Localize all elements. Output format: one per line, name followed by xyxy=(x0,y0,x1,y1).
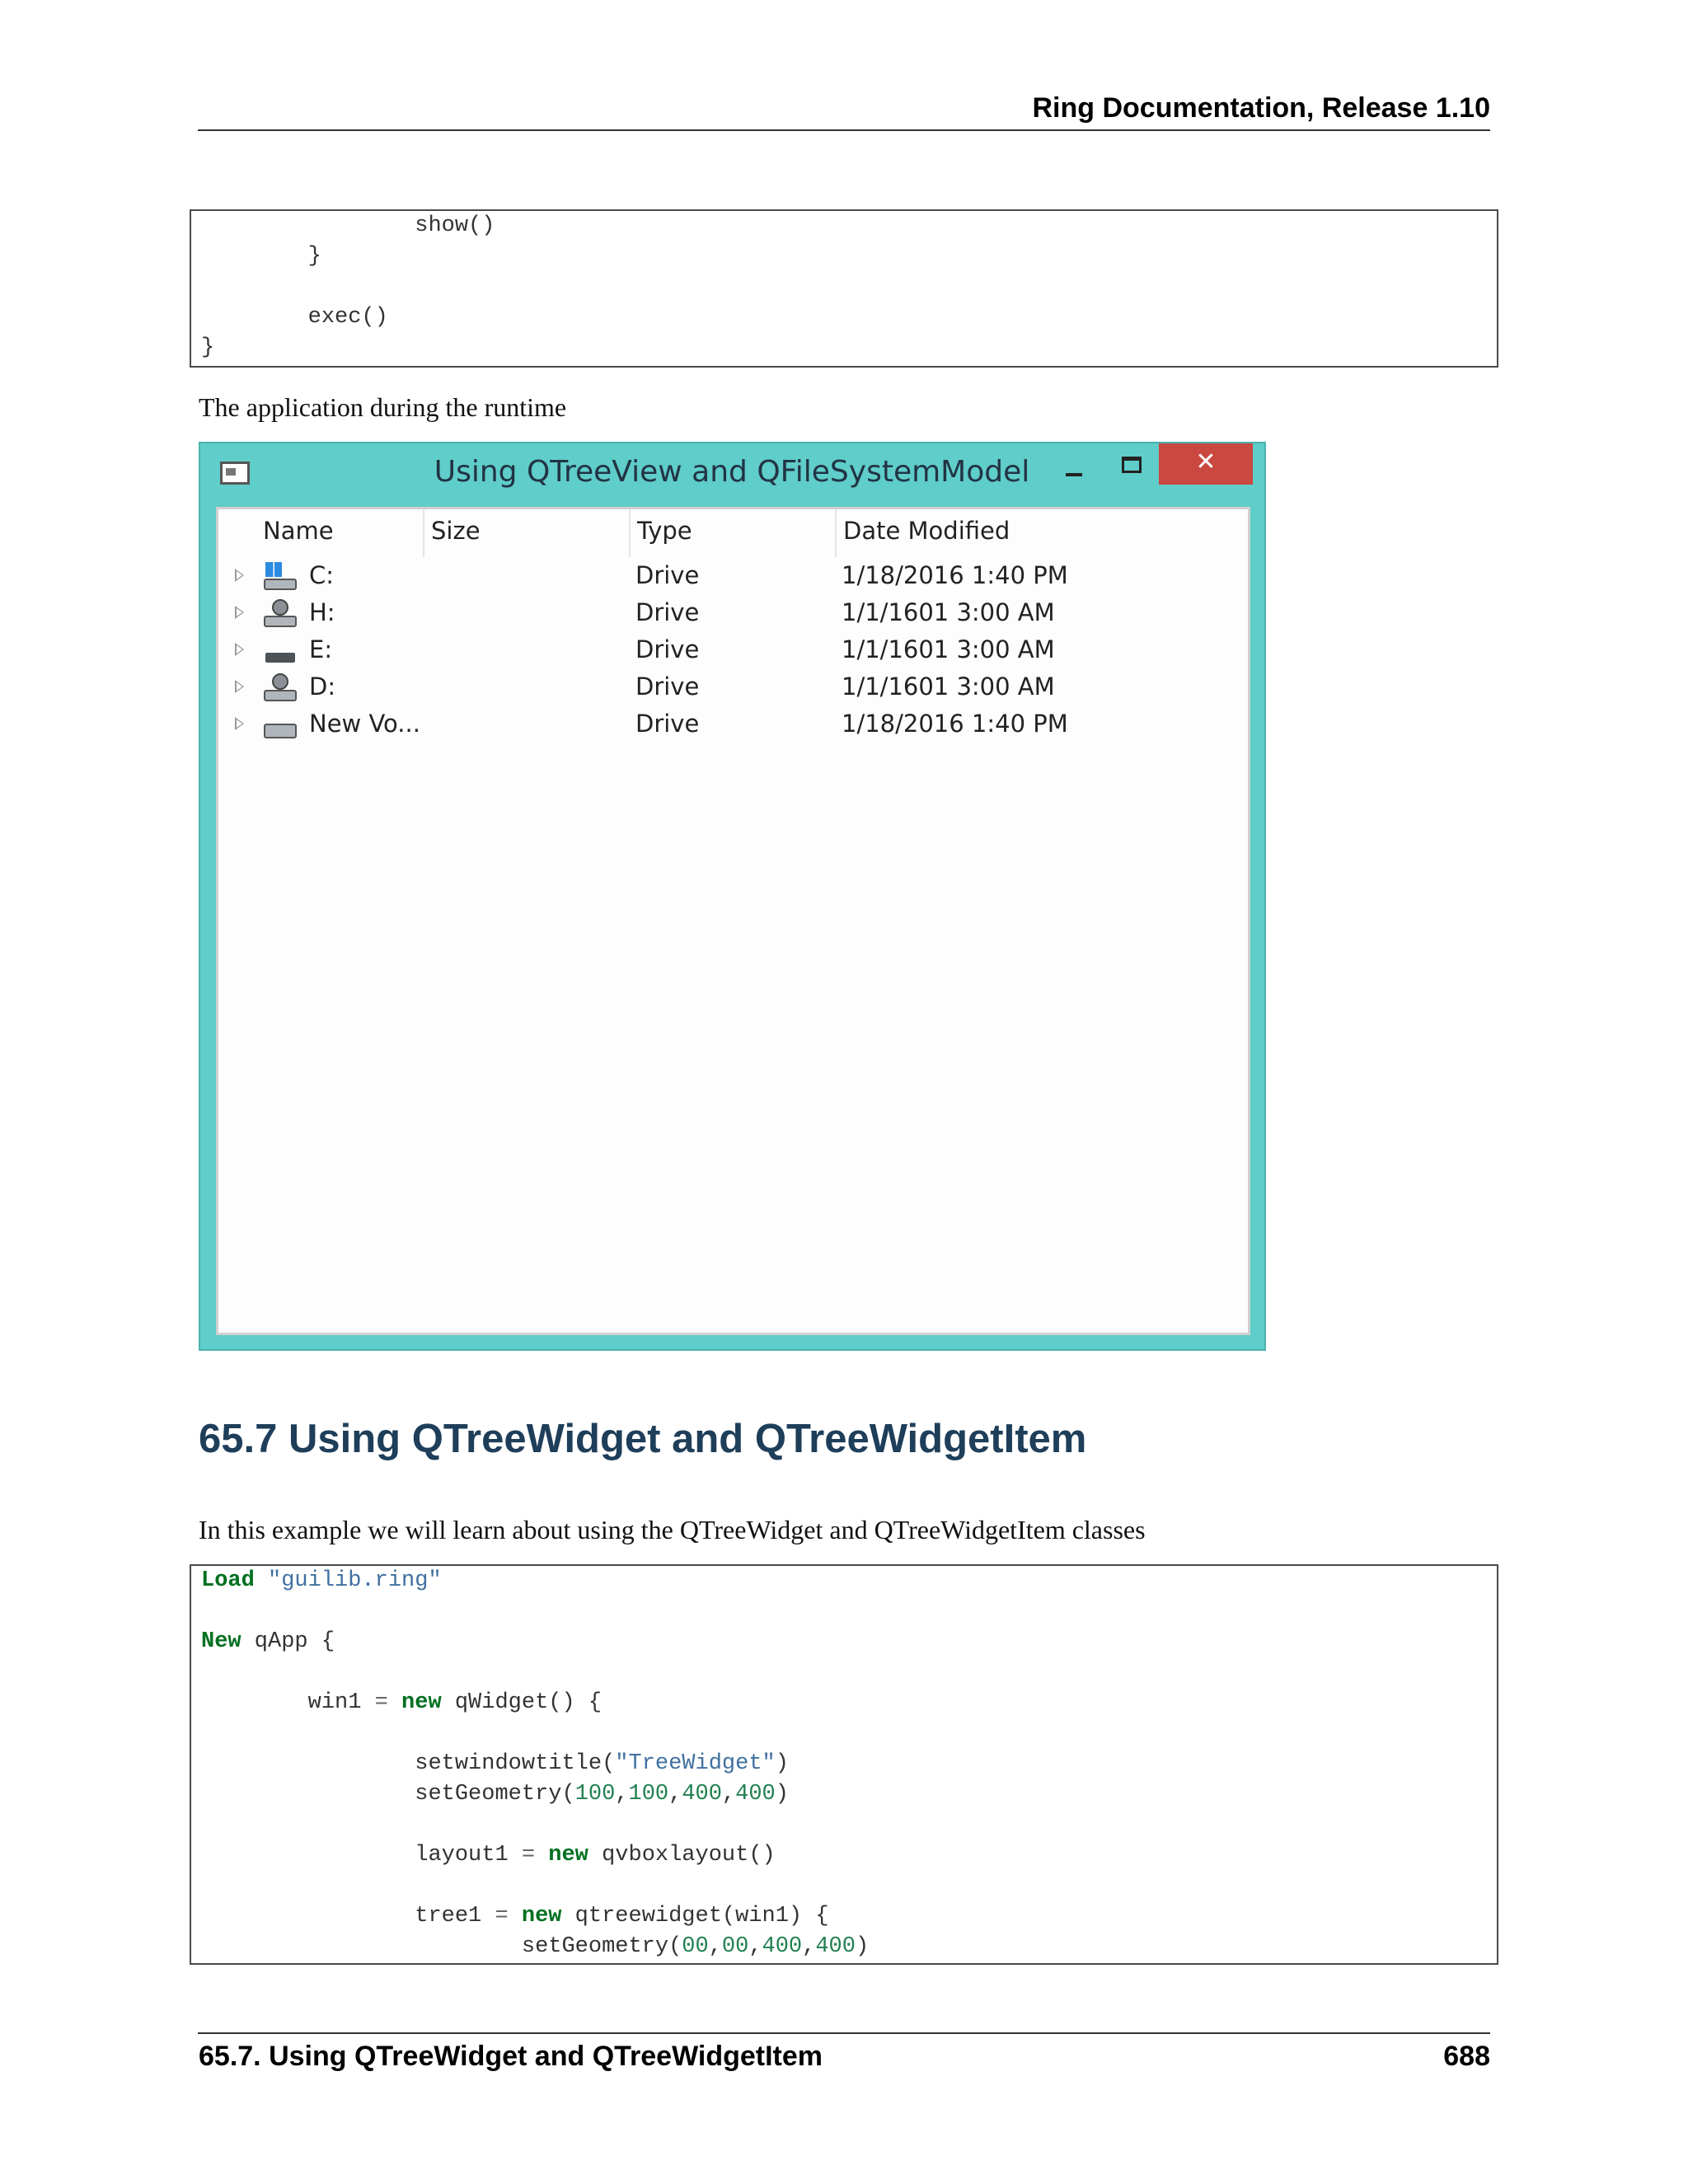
header-rule xyxy=(198,129,1490,131)
row-date: 1/1/1601 3:00 AM xyxy=(842,635,1055,663)
row-type: Drive xyxy=(635,635,700,663)
row-type: Drive xyxy=(635,673,700,701)
row-date: 1/1/1601 3:00 AM xyxy=(842,598,1055,626)
close-button[interactable]: ✕ xyxy=(1159,443,1253,485)
column-header-name[interactable]: Name xyxy=(218,509,424,557)
page-number: 688 xyxy=(1443,2041,1490,2072)
disc-drive-icon xyxy=(264,599,297,627)
code-bottom-text: Load "guilib.ring" New qApp { win1 = new qWidget() { setwindowtitle("TreeWidget") setGeometry(100,100,400,400) layout1 = new qvboxlayout() tree1 = new qtreewidget(win1) { setGeometry(00,00,400,400) xyxy=(201,1568,870,1959)
tree-row[interactable] xyxy=(218,668,1248,705)
disc-drive-icon xyxy=(264,673,297,701)
tree-row[interactable] xyxy=(218,594,1248,631)
expand-arrow-icon[interactable] xyxy=(235,606,244,619)
row-name: E: xyxy=(309,635,333,663)
footer-section-title: 65.7. Using QTreeWidget and QTreeWidgetItem xyxy=(199,2041,823,2072)
column-header-size[interactable]: Size xyxy=(424,509,631,557)
app-window xyxy=(199,442,1266,1351)
row-name: D: xyxy=(309,673,336,701)
expand-arrow-icon[interactable] xyxy=(235,680,244,693)
section-intro: In this example we will learn about using the QTreeWidget and QTreeWidgetItem classes xyxy=(199,1515,1146,1544)
row-name: H: xyxy=(309,598,335,626)
running-header: Ring Documentation, Release 1.10 xyxy=(1032,92,1490,124)
column-header-date-modified[interactable]: Date Modified xyxy=(843,517,1010,545)
row-type: Drive xyxy=(635,598,700,626)
row-name: New Vo... xyxy=(309,710,420,738)
removable-drive-icon xyxy=(264,636,297,664)
runtime-caption: The application during the runtime xyxy=(199,392,567,422)
hard-drive-icon xyxy=(264,710,297,738)
tree-row[interactable] xyxy=(218,705,1248,743)
windows-drive-icon xyxy=(264,562,297,590)
row-type: Drive xyxy=(635,710,700,738)
section-heading: 65.7 Using QTreeWidget and QTreeWidgetItem xyxy=(199,1417,1087,1461)
expand-arrow-icon[interactable] xyxy=(235,643,244,656)
footer-rule xyxy=(198,2032,1490,2034)
window-title: Using QTreeView and QFileSystemModel xyxy=(434,455,1030,489)
code-block-bottom xyxy=(190,1564,1498,1965)
code-top-text: show() } exec() } xyxy=(201,213,495,360)
row-date: 1/1/1601 3:00 AM xyxy=(842,673,1055,701)
tree-row[interactable] xyxy=(218,557,1248,594)
row-date: 1/18/2016 1:40 PM xyxy=(842,561,1068,589)
row-type: Drive xyxy=(635,561,700,589)
tree-row[interactable] xyxy=(218,631,1248,668)
tree-view[interactable] xyxy=(216,507,1250,1335)
row-date: 1/18/2016 1:40 PM xyxy=(842,710,1068,738)
maximize-icon[interactable] xyxy=(1122,457,1142,473)
expand-arrow-icon[interactable] xyxy=(235,569,244,582)
expand-arrow-icon[interactable] xyxy=(235,717,244,730)
minimize-icon[interactable] xyxy=(1066,473,1082,476)
code-block-top xyxy=(190,209,1498,368)
column-header-type[interactable]: Type xyxy=(631,509,837,557)
row-name: C: xyxy=(309,561,335,589)
